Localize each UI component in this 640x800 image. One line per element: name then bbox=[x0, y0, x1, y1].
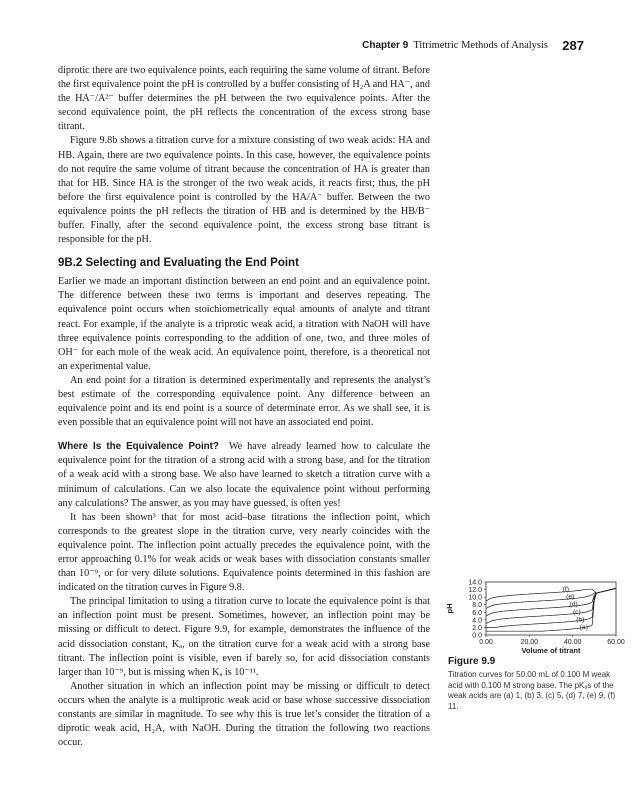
main-text-column bbox=[58, 64, 430, 750]
y-axis-label: pH bbox=[445, 603, 454, 614]
y-tick-label: 4.0 bbox=[472, 617, 482, 625]
curve-label-a: (a) bbox=[579, 623, 588, 631]
curve-label-f: (f) bbox=[562, 586, 570, 594]
page-number: 287 bbox=[562, 38, 584, 53]
curve-f bbox=[486, 588, 616, 601]
titration-chart bbox=[440, 574, 626, 654]
x-tick-label: 60.00 bbox=[607, 639, 625, 646]
curve-label-e: (e) bbox=[566, 593, 575, 601]
curve-label-d: (d) bbox=[569, 601, 578, 609]
runin-heading: Where Is the Equivalence Point? bbox=[58, 441, 219, 453]
paragraph-limitation: The principal limitation to using a titration curve to locate the equivalence point is that an inflection point must be present. Sometimes, however, an inflection point may be missing or difficult to detect. Figure 9.9, for example, demonstrates the influence of the acid dissociation constant, Kₐ, on the titration curve for a weak acid with a strong base titrant. The inflection point is visible, even if barely so, for acid dissociation constants larger than 10⁻⁹, but is missing when Kₐ is 10⁻¹¹. bbox=[58, 596, 430, 678]
x-tick-label: 40.00 bbox=[563, 639, 582, 646]
paragraph-equivalence-point: Earlier we made an important distinction between an end point and an equivalence point. The difference between these two terms is important and deserves repeating. The equivalence point occurs when stoichiometrically equal amounts of analyte and titrant react. For example, if the analyte is a triprotic weak acid, a titration with NaOH will have three equivalence points corresponding to the addition of one, two, and three moles of OH⁻ for each mole of the weak acid. An equivalence point, therefore, is a theoretical not an experimental value. bbox=[58, 276, 430, 372]
x-tick-label: 0.00 bbox=[479, 639, 493, 646]
chapter-title bbox=[362, 40, 548, 51]
curve-e bbox=[486, 588, 616, 608]
figure-caption-text: Titration curves for 50.00 mL of 0.100 M weak acid with 0.100 M strong base. The pKₐs of the weak acids are (a) 1, (b) 3, (c) 5, (d) 7, (e) 9, (f) 11. bbox=[448, 670, 616, 711]
y-tick-label: 8.0 bbox=[472, 602, 482, 610]
plot-frame bbox=[486, 582, 616, 635]
paragraph-diprotic: diprotic there are two equivalence points, each requiring the same volume of titrant. Before the first equivalence point the pH is controlled by a buffer consisting of H₂A and HA⁻, and the HA⁻/A²⁻ buffer determines the pH between the two equivalence points. After the second equivalence point, the pH reflects the concentration of the excess strong base titrant. bbox=[58, 65, 430, 133]
y-tick-label: 12.0 bbox=[468, 587, 482, 595]
paragraph-multiprotic: Another situation in which an inflection point may be missing or difficult to detect occurs when the analyte is a multiprotic weak acid or base whose successive dissociation constants are similar in magnitude. To see why this is true let’s consider the titration of a diprotic weak acid, H₂A, with NaOH. During the titration the following two reactions occur. bbox=[58, 680, 430, 749]
paragraph-figure-9-8b: Figure 9.8b shows a titration curve for a mixture consisting of two weak acids: HA and HB. Again, there are two equivalence points. In this case, however, the equivalence points do not require the same volume of titrant because the concentration of HA is greater than that for HB. Since HA is the stronger of the two weak acids, it reacts first; thus, the pH before the first equivalence point is controlled by the HA/A⁻ buffer. Between the two equivalence points the pH reflects the titration of HB and is determined by the HB/B⁻ buffer. Finally, after the second equivalence point, the excess strong base titrant is responsible for the pH. bbox=[58, 135, 430, 246]
y-tick-label: 0.0 bbox=[472, 632, 482, 640]
curve-label-c: (c) bbox=[572, 608, 581, 616]
paragraph-inflection-point: It has been shown³ that for most acid–base titrations the inflection point, which corresponds to the greatest slope in the titration curve, very nearly coincides with the equivalence point. The inflection point actually precedes the equivalence point, with the error approaching 0.1% for weak acids or weak bases with dissociation constants smaller than 10⁻⁹, or for very dilute solutions. Equivalence points determined in this fashion are indicated on the titration curves in Figure 9.8. bbox=[58, 511, 430, 594]
x-tick-label: 20.00 bbox=[520, 639, 539, 646]
curve-c bbox=[486, 588, 616, 623]
paragraph-where-is bbox=[58, 440, 430, 510]
y-tick-label: 14.0 bbox=[468, 579, 482, 587]
x-axis-label: Volume of titrant bbox=[521, 646, 581, 654]
running-header bbox=[56, 38, 584, 58]
y-tick-label: 2.0 bbox=[472, 624, 482, 632]
y-tick-label: 10.0 bbox=[468, 594, 482, 602]
figure-caption-title: Figure 9.9 bbox=[448, 656, 496, 667]
y-tick-label: 6.0 bbox=[472, 609, 482, 617]
curve-a bbox=[486, 588, 616, 631]
paragraph-end-point: An end point for a titration is determined experimentally and represents the analyst’s best estimate of the corresponding equivalence point. Any difference between an equivalence point and its end point is a source of determinate error. As we shall see, it is even possible that an equivalence point will not have an associated end point. bbox=[58, 374, 430, 429]
runin-text: We have already learned how to calculate the equivalence point for the titration of a strong acid with a strong base, and for the titration of a weak acid with a strong base. We also have learned to sketch a titration curve with a minimum of calculations. Can we also locate the equivalence point without performing any calculations? The answer, as you may have guessed, is often yes! bbox=[58, 441, 431, 509]
curve-label-b: (b) bbox=[576, 616, 585, 624]
chapter-name: Titrimetric Methods of Analysis bbox=[413, 40, 548, 51]
section-heading: 9B.2 Selecting and Evaluating the End Point bbox=[58, 257, 299, 270]
chapter-label: Chapter 9 bbox=[362, 40, 409, 51]
figure-9-9 bbox=[440, 574, 626, 794]
